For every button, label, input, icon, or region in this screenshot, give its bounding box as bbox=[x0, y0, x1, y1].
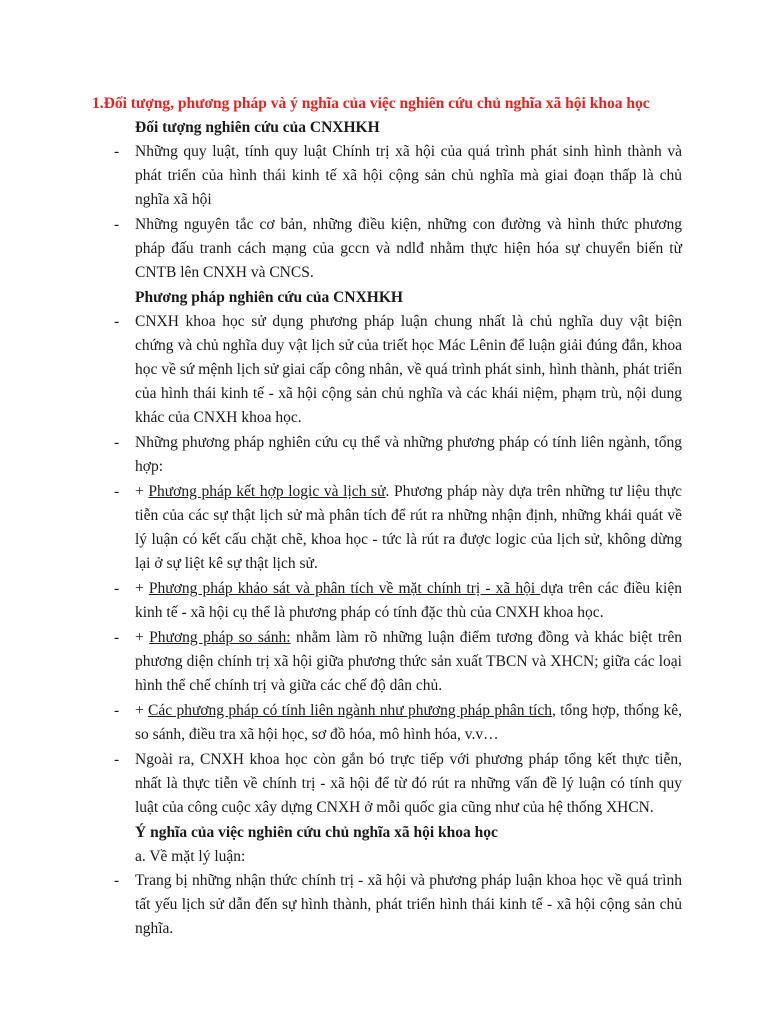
list-item-prefix: + bbox=[135, 629, 150, 646]
section-heading: Ý nghĩa của việc nghiên cứu chủ nghĩa xã hội khoa học bbox=[135, 824, 498, 841]
list-item-text: dựa trên các điều kiện kinh tế - xã hội cụ thể là phương pháp có tính đặc thù của CNXH khoa học. bbox=[135, 580, 682, 621]
subheading: a. Về mặt lý luận: bbox=[135, 848, 246, 865]
list-item-text: Những phương pháp nghiên cứu cụ thể và những phương pháp có tính liên ngành, tổng hợp: bbox=[135, 434, 682, 475]
section-heading: Phương pháp nghiên cứu của CNXHKH bbox=[135, 289, 403, 306]
list-item-text: , tổng hợp, thống kê, so sánh, điều tra xã hội học, sơ đồ hóa, mô hình hóa, v.v… bbox=[135, 702, 682, 743]
list-dash: - bbox=[114, 313, 120, 330]
list-dash: - bbox=[114, 872, 120, 889]
list-item bbox=[92, 748, 682, 820]
list-item bbox=[92, 480, 682, 576]
list-item bbox=[92, 869, 682, 941]
method-name: Phương pháp khảo sát và phân tích về mặt chính trị - xã hội bbox=[148, 580, 541, 597]
document-content bbox=[92, 92, 682, 942]
list-item bbox=[92, 310, 682, 430]
list-item-text: . Phương pháp này dựa trên những tư liệu thực tiễn của các sự thật lịch sử mà phân tích để rút ra những nhận định, những khái quát về lý luận có kết cấu chặt chẽ, khoa học - tức là rút ra được logic của lịch sử, không dừng lại ở sự liệt kê sự thật lịch sử. bbox=[135, 483, 683, 572]
list-item-text: Những quy luật, tính quy luật Chính trị xã hội của quá trình phát sinh hình thành và phát triển của hình thái kinh tế xã hội cộng sản chủ nghĩa mà giai đoạn thấp là chủ nghĩa xã hội bbox=[135, 143, 682, 208]
list-item bbox=[92, 213, 682, 285]
list-item-text: Ngoài ra, CNXH khoa học còn gắn bó trực tiếp với phương pháp tổng kết thực tiễn, nhất là thực tiễn về chính trị - xã hội để từ đó rút ra những vấn đề lý luận có tính quy luật của công cuộc xây dựng CNXH ở mỗi quốc gia cũng như của hệ thống XHCN. bbox=[135, 751, 682, 816]
list-item-prefix: + bbox=[135, 483, 149, 500]
method-name: Phương pháp so sánh: bbox=[149, 629, 291, 646]
method-name: Phương pháp kết hợp logic và lịch sử bbox=[148, 483, 386, 500]
list-item bbox=[92, 577, 682, 625]
list-dash: - bbox=[114, 143, 120, 160]
list-dash: - bbox=[114, 629, 120, 646]
list-dash: - bbox=[114, 751, 120, 768]
method-name: Các phương pháp có tính liên ngành như phương pháp phân tích bbox=[148, 702, 552, 719]
list-dash: - bbox=[114, 483, 120, 500]
list-dash: - bbox=[114, 702, 120, 719]
list-item-text: Trang bị những nhận thức chính trị - xã hội và phương pháp luận khoa học về quá trình tất yếu lịch sử dẫn đến sự hình thành, phát triển hình thái kinh tế - xã hội cộng sản chủ nghĩa. bbox=[135, 872, 682, 937]
list-item-text: Những nguyên tắc cơ bản, những điều kiện, những con đường và hình thức phương pháp đấu tranh cách mạng của gccn và ndlđ nhằm thực hiện hóa sự chuyển biến từ CNTB lên CNXH và CNCS. bbox=[135, 216, 682, 281]
list-item-prefix: + bbox=[135, 580, 149, 597]
list-dash: - bbox=[114, 216, 120, 233]
list-item bbox=[92, 431, 682, 479]
list-item-text: CNXH khoa học sử dụng phương pháp luận chung nhất là chủ nghĩa duy vật biện chứng và chủ nghĩa duy vật lịch sử của triết học Mác Lênin để luận giải đúng đắn, khoa học về sứ mệnh lịch sử giai cấp công nhân, về quá trình phát sinh, hình thành, phát triển của hình thái kinh tế - xã hội cộng sản chủ nghĩa và các khái niệm, phạm trù, nội dung khác của CNXH khoa học. bbox=[135, 313, 682, 426]
list-dash: - bbox=[114, 580, 120, 597]
list-dash: - bbox=[114, 434, 120, 451]
list-item-prefix: + bbox=[135, 702, 149, 719]
section-heading: Đối tượng nghiên cứu của CNXHKH bbox=[135, 119, 380, 136]
list-item bbox=[92, 626, 682, 698]
list-item bbox=[92, 140, 682, 212]
list-item-text: nhằm làm rõ những luận điểm tương đồng và khác biệt trên phương diện chính trị xã hội giữa phương thức sản xuất TBCN và XHCN; giữa các loại hình thể chế chính trị và giữa các chế độ dân chủ. bbox=[135, 629, 682, 694]
document-title: 1.Đối tượng, phương pháp và ý nghĩa của việc nghiên cứu chủ nghĩa xã hội khoa học bbox=[92, 95, 650, 112]
list-item bbox=[92, 699, 682, 747]
